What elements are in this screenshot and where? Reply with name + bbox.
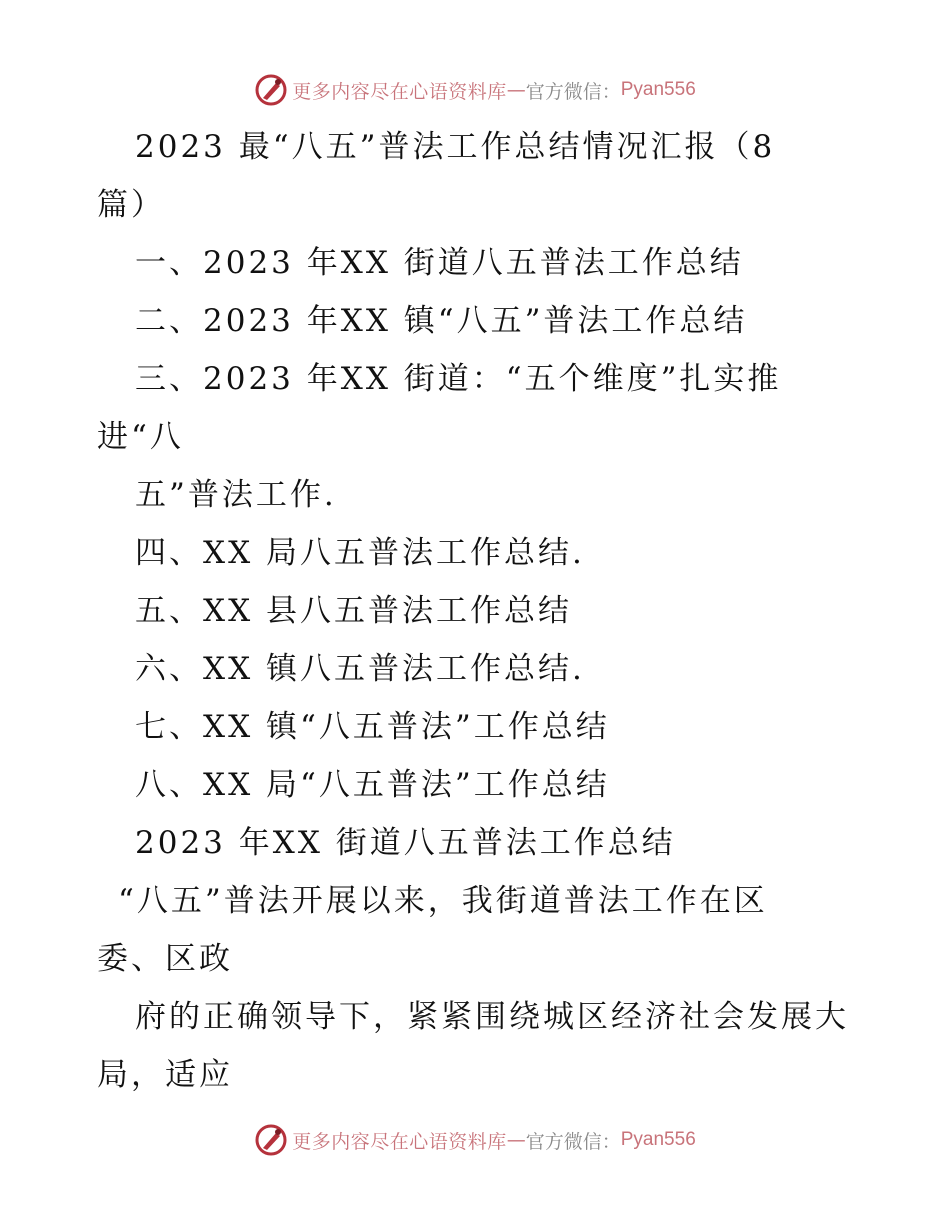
toc-item-5: 五、XX 县八五普法工作总结: [135, 593, 572, 629]
watermark-label: 官方微信：: [525, 80, 621, 103]
toc-item-3-part-1: 三、2023 年XX 街道：“五个维度”扎实推: [135, 361, 782, 397]
paragraph-line-3: 府的正确领导下，紧紧围绕城区经济社会发展大: [135, 999, 849, 1035]
watermark-dash: —: [506, 79, 526, 101]
paragraph-line-4: 局，适应: [97, 1057, 233, 1093]
watermark-promo-text: 更多内容尽在心语资料库: [292, 1130, 507, 1153]
watermark-wechat-id: Pyan556: [620, 1129, 696, 1150]
section-heading: 2023 年XX 街道八五普法工作总结: [135, 825, 676, 861]
paragraph-line-2: 委、区政: [97, 941, 233, 977]
watermark-dash: —: [506, 1129, 526, 1151]
toc-item-2: 二、2023 年XX 镇“八五”普法工作总结: [135, 303, 748, 339]
toc-item-8: 八、XX 局“八五普法”工作总结: [135, 767, 610, 803]
watermark-label: 官方微信：: [525, 1130, 621, 1153]
doc-title-line-1: 2023 最“八五”普法工作总结情况汇报（8: [135, 129, 776, 165]
paragraph-line-1: “八五”普法开展以来，我街道普法工作在区: [118, 883, 768, 919]
toc-item-1: 一、2023 年XX 街道八五普法工作总结: [135, 245, 744, 281]
watermark-wechat-id: Pyan556: [620, 79, 696, 100]
toc-item-3-part-3: 五”普法工作.: [135, 477, 337, 513]
toc-item-6: 六、XX 镇八五普法工作总结.: [135, 651, 585, 687]
doc-title-line-2: 篇）: [97, 187, 165, 223]
toc-item-4: 四、XX 局八五普法工作总结.: [135, 535, 585, 571]
watermark-promo-text: 更多内容尽在心语资料库: [292, 80, 507, 103]
toc-item-7: 七、XX 镇“八五普法”工作总结: [135, 709, 610, 745]
watermark-banner-bottom: [0, 1120, 950, 1160]
pen-logo-icon: [254, 1123, 288, 1157]
toc-item-3-part-2: 进“八: [97, 419, 184, 455]
